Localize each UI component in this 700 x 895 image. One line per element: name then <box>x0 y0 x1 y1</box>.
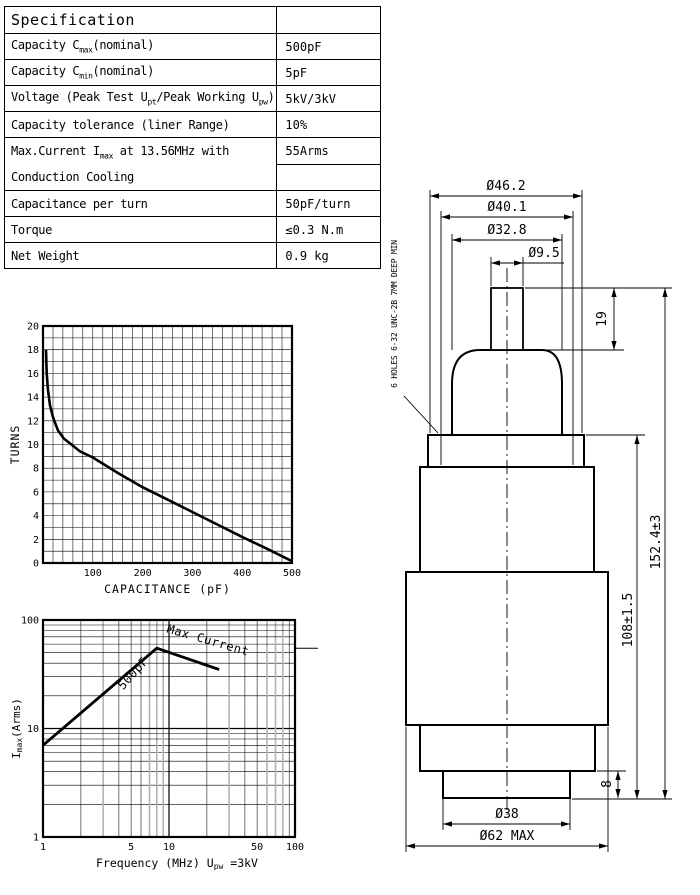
spec-header-row <box>5 7 381 34</box>
spec-value: 50pF/turn <box>277 191 381 217</box>
y-axis-title: TURNS <box>8 424 22 465</box>
y-tick-label: 18 <box>26 345 39 357</box>
spec-row <box>5 60 381 86</box>
y-tick-label: 4 <box>32 511 39 523</box>
y-tick-label: 14 <box>26 392 39 404</box>
x-tick-label: 400 <box>233 568 252 579</box>
y-tick-label: 100 <box>20 615 39 627</box>
turns-vs-capacitance-chart <box>0 308 320 604</box>
lower-step <box>420 725 595 771</box>
x-tick-label: 10 <box>162 842 176 853</box>
dim-9-label: Ø9.5 <box>528 246 560 261</box>
x-tick-label: 1 <box>39 842 47 853</box>
spec-label: Capacitance per turn <box>5 191 277 217</box>
y-tick-label: 10 <box>26 440 39 451</box>
spec-label: Max.Current $I_{max}$ at 13.56MHz with Conduction Cooling <box>5 138 277 191</box>
max-current-vs-frequency-chart <box>0 598 340 895</box>
dim-62-label: Ø62 MAX <box>479 829 535 844</box>
capacitor-outline-drawing <box>380 168 700 895</box>
dim-108-label: 108±1.5 <box>621 592 636 648</box>
y-tick-label: 8 <box>32 463 39 475</box>
y-tick-label: 12 <box>26 416 39 428</box>
spec-value: 10% <box>277 112 381 138</box>
spec-value: 0.9 kg <box>277 243 381 269</box>
dim-152-label: 152.4±3 <box>649 514 664 570</box>
spec-label: Capacity $C_{max}(nominal)$ <box>5 34 277 60</box>
x-tick-label: 100 <box>285 842 305 853</box>
holes-note-leader <box>404 396 438 433</box>
x-tick-label: 100 <box>83 568 102 579</box>
spec-row <box>5 86 381 112</box>
curve-label: 500pF <box>114 654 152 693</box>
spec-label: Capacity tolerance (liner Range) <box>5 112 277 138</box>
y-tick-label: 16 <box>26 368 39 380</box>
dim-8-label: 8 <box>600 780 615 788</box>
spec-value: 5pF <box>277 60 381 86</box>
x-tick-label: 50 <box>251 842 264 853</box>
y-tick-label: 6 <box>32 487 39 499</box>
spec-label: Capacity $C_{min}(nominal)$ <box>5 60 277 86</box>
spec-value: ≤0.3 N.m <box>277 217 381 243</box>
dim-32-label: Ø32.8 <box>487 223 527 238</box>
curve-label: Max Current <box>165 621 251 659</box>
spec-label: Torque <box>5 217 277 243</box>
spec-row <box>5 191 381 217</box>
y-axis-title: Imax(Arms) <box>10 698 24 759</box>
mounting-flange <box>428 435 584 467</box>
x-tick-label: 300 <box>183 568 202 579</box>
spec-value <box>277 164 381 191</box>
grid-lines <box>43 326 292 563</box>
spec-header-value-cell <box>277 7 381 34</box>
bottom-ring <box>443 771 570 798</box>
spec-row <box>5 243 381 269</box>
y-tick-label: 1 <box>32 832 39 844</box>
x-tick-label: 5 <box>128 842 135 853</box>
x-tick-label: 200 <box>133 568 152 579</box>
y-tick-label: 2 <box>32 534 39 546</box>
x-axis-title: Frequency (MHz) Upw =3kV <box>96 856 258 871</box>
y-tick-label: 0 <box>32 558 39 570</box>
dim-19-label: 19 <box>595 311 610 327</box>
dim-38-label: Ø38 <box>495 807 519 822</box>
dim-40-label: Ø40.1 <box>487 200 527 215</box>
spec-value: 5kV/3kV <box>277 86 381 112</box>
spec-row <box>5 217 381 243</box>
x-axis-title: CAPACITANCE (pF) <box>104 582 231 596</box>
spec-row <box>5 112 381 138</box>
spec-label: Net Weight <box>5 243 277 269</box>
spec-value: 500pF <box>277 34 381 60</box>
spec-value: 55Arms <box>277 138 381 165</box>
x-tick-label: 500 <box>282 568 302 579</box>
dim-46-label: Ø46.2 <box>486 179 526 194</box>
specification-table <box>4 6 381 269</box>
spec-label: Voltage (Peak Test $U_{pt}$/Peak Working $U_{pw}$) <box>5 86 277 112</box>
y-tick-label: 10 <box>26 724 39 735</box>
spec-table-title: Specification <box>5 7 277 34</box>
holes-note-label: 6 HOLES 6-32 UNC-2B 7MM DEEP MIN <box>390 240 399 388</box>
y-tick-label: 20 <box>26 321 39 333</box>
spec-row <box>5 138 381 165</box>
spec-row <box>5 34 381 60</box>
